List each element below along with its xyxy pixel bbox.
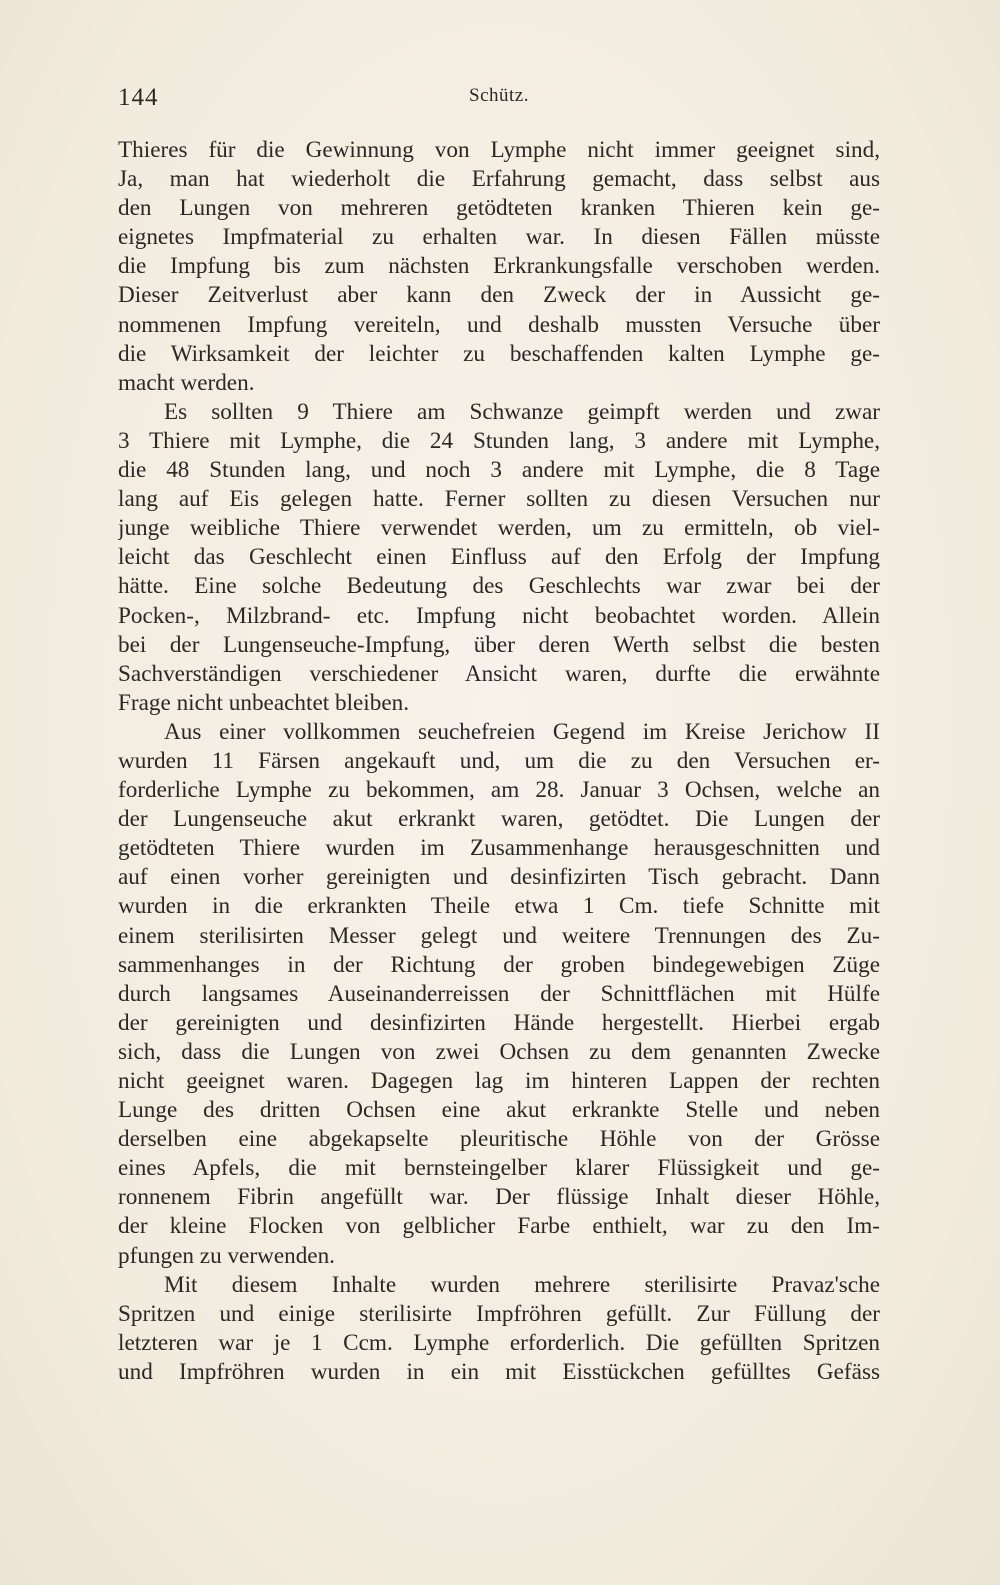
text-line: forderliche Lymphe zu bekommen, am 28. Januar 3 Ochsen, welche an <box>118 777 880 804</box>
text-line: pfungen zu verwenden. <box>118 1242 335 1269</box>
text-line: eignetes Impfmaterial zu erhalten war. In diesen Fällen müsste <box>118 224 880 251</box>
text-line: Thieres für die Gewinnung von Lymphe nicht immer geeignet sind, <box>118 137 880 163</box>
text-line: bei der Lungenseuche-Impfung, über deren Werth selbst die besten <box>118 631 880 658</box>
text-line: die Impfung bis zum nächsten Erkrankungsfalle verschoben werden. <box>118 253 880 280</box>
page-number: 144 <box>118 84 159 111</box>
text-line: die 48 Stunden lang, und noch 3 andere mit Lymphe, die 8 Tage <box>118 457 880 484</box>
text-line: macht werden. <box>118 369 255 396</box>
text-line: die Wirksamkeit der leichter zu beschaffenden kalten Lymphe ge- <box>118 340 880 367</box>
text-line: sammenhanges in der Richtung der groben bindegewebigen Züge <box>118 951 880 978</box>
text-line: nommenen Impfung vereiteln, und deshalb mussten Versuche über <box>118 311 880 338</box>
text-line: Spritzen und einige sterilisirte Impfröhren gefüllt. Zur Füllung der <box>118 1300 880 1327</box>
text-line: Sachverständigen verschiedener Ansicht waren, durfte die erwähnte <box>118 660 880 687</box>
text-line: wurden in die erkrankten Theile etwa 1 Cm. tiefe Schnitte mit <box>118 893 880 920</box>
text-line: wurden 11 Färsen angekauft und, um die zu den Versuchen er- <box>118 747 880 774</box>
text-line: eines Apfels, die mit bernsteingelber klarer Flüssigkeit und ge- <box>118 1155 880 1182</box>
text-line: getödteten Thiere wurden im Zusammenhange herausgeschnitten und <box>118 835 880 862</box>
text-line: hätte. Eine solche Bedeutung des Geschlechts war zwar bei der <box>118 573 880 600</box>
text-line: Frage nicht unbeachtet bleiben. <box>118 689 410 716</box>
text-line: letzteren war je 1 Ccm. Lymphe erforderlich. Die gefüllten Spritzen <box>118 1329 880 1356</box>
body-text <box>118 136 880 1387</box>
text-line: lang auf Eis gelegen hatte. Ferner sollten zu diesen Versuchen nur <box>118 486 880 513</box>
text-line: der gereinigten und desinfizirten Hände hergestellt. Hierbei ergab <box>118 1009 880 1036</box>
page-header <box>118 82 880 116</box>
text-line: nicht geeignet waren. Dagegen lag im hinteren Lappen der rechten <box>118 1068 880 1094</box>
text-line: Lunge des dritten Ochsen eine akut erkrankte Stelle und neben <box>118 1097 880 1124</box>
text-line: Pocken-, Milzbrand- etc. Impfung nicht beobachtet worden. Allein <box>118 602 880 629</box>
text-line: den Lungen von mehreren getödteten kranken Thieren kein ge- <box>118 195 880 222</box>
text-line: ronnenem Fibrin angefüllt war. Der flüssige Inhalt dieser Höhle, <box>118 1184 880 1211</box>
text-line: der kleine Flocken von gelblicher Farbe enthielt, war zu den Im- <box>118 1213 880 1240</box>
text-line: der Lungenseuche akut erkrankt waren, getödtet. Die Lungen der <box>118 806 880 833</box>
text-line: sich, dass die Lungen von zwei Ochsen zu dem genannten Zwecke <box>118 1038 880 1065</box>
text-line: leicht das Geschlecht einen Einfluss auf den Erfolg der Impfung <box>118 544 880 571</box>
text-line: Dieser Zeitverlust aber kann den Zweck der in Aussicht ge- <box>118 282 880 309</box>
text-line: auf einen vorher gereinigten und desinfizirten Tisch gebracht. Dann <box>118 864 880 891</box>
text-line: junge weibliche Thiere verwendet werden, um zu ermitteln, ob viel- <box>118 515 880 542</box>
text-line: derselben eine abgekapselte pleuritische Höhle von der Grösse <box>118 1126 880 1153</box>
text-line: und Impfröhren wurden in ein mit Eisstückchen gefülltes Gefäss <box>118 1358 880 1385</box>
paragraph-start-line: Mit diesem Inhalte wurden mehrere sterilisirte Pravaz'sche <box>164 1271 880 1298</box>
text-line: Ja, man hat wiederholt die Erfahrung gemacht, dass selbst aus <box>118 166 880 193</box>
running-head: Schütz. <box>469 85 529 106</box>
text-line: einem sterilisirten Messer gelegt und weitere Trennungen des Zu- <box>118 922 880 949</box>
text-line: 3 Thiere mit Lymphe, die 24 Stunden lang, 3 andere mit Lymphe, <box>118 427 880 454</box>
text-line: durch langsames Auseinanderreissen der Schnittflächen mit Hülfe <box>118 980 880 1007</box>
paragraph-start-line: Aus einer vollkommen seuchefreien Gegend im Kreise Jerichow II <box>164 718 880 745</box>
paragraph-start-line: Es sollten 9 Thiere am Schwanze geimpft werden und zwar <box>164 398 880 425</box>
